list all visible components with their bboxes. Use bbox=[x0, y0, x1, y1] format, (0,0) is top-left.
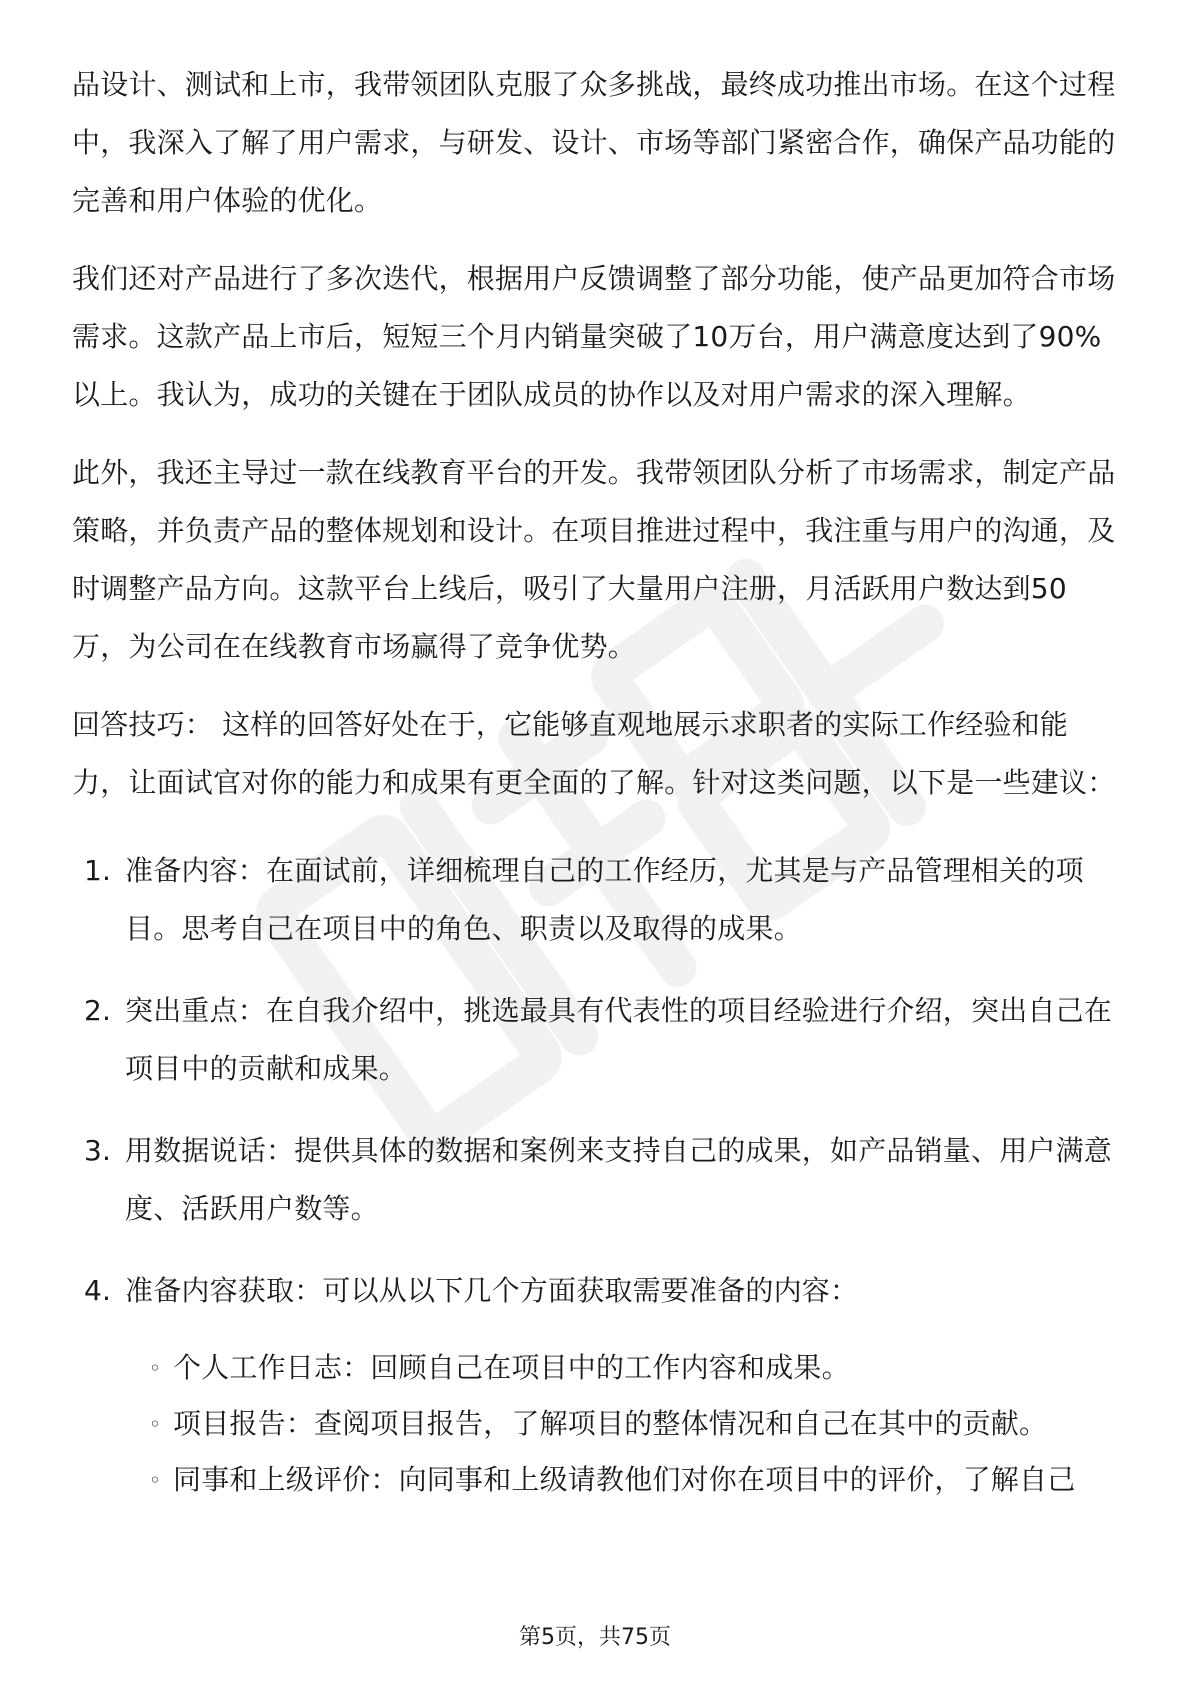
bullet-item bbox=[125, 1340, 1122, 1396]
list-text: 准备内容：在面试前，详细梳理自己的工作经历，尤其是与产品管理相关的项目。思考自己在项目中的角色、职责以及取得的成果。 bbox=[125, 854, 1084, 945]
bullet-circle-icon: ◦ bbox=[149, 1356, 161, 1380]
bullet-circle-icon: ◦ bbox=[149, 1468, 161, 1492]
answer-tip: 回答技巧： 这样的回答好处在于，它能够直观地展示求职者的实际工作经验和能力，让面试官对你的能力和成果有更全面的了解。针对这类问题，以下是一些建议： bbox=[72, 708, 1116, 799]
paragraph-1: 品设计、测试和上市，我带领团队克服了众多挑战，最终成功推出市场。在这个过程中，我深入了解了用户需求，与研发、设计、市场等部门紧密合作，确保产品功能的完善和用户体验的优化。 bbox=[72, 68, 1116, 217]
page-footer: 第5页，共75页 bbox=[519, 1625, 671, 1650]
list-text: 突出重点：在自我介绍中，挑选最具有代表性的项目经验进行介绍，突出自己在项目中的贡献和成果。 bbox=[125, 994, 1113, 1085]
bullet-text: 同事和上级评价：向同事和上级请教他们对你在项目中的评价，了解自己 bbox=[173, 1463, 1076, 1496]
list-item bbox=[72, 842, 1122, 958]
bullet-text: 个人工作日志：回顾自己在项目中的工作内容和成果。 bbox=[173, 1351, 850, 1384]
bullet-text: 项目报告：查阅项目报告，了解项目的整体情况和自己在其中的贡献。 bbox=[173, 1407, 1048, 1440]
list-item bbox=[72, 1122, 1122, 1238]
bullet-circle-icon: ◦ bbox=[149, 1412, 161, 1436]
list-number: 1. bbox=[84, 854, 112, 887]
numbered-list bbox=[72, 842, 1122, 1508]
list-number: 4. bbox=[84, 1274, 112, 1307]
list-item bbox=[72, 982, 1122, 1098]
list-number: 3. bbox=[84, 1134, 112, 1167]
list-item bbox=[72, 1262, 1122, 1508]
document-body bbox=[72, 56, 1122, 1532]
paragraph-3: 此外，我还主导过一款在线教育平台的开发。我带领团队分析了市场需求，制定产品策略，并负责产品的整体规划和设计。在项目推进过程中，我注重与用户的沟通，及时调整产品方向。这款平台上线后，吸引了大量用户注册，月活跃用户数达到50万，为公司在在线教育市场赢得了竞争优势。 bbox=[72, 456, 1116, 663]
list-text: 准备内容获取：可以从以下几个方面获取需要准备的内容： bbox=[125, 1274, 859, 1307]
list-text: 用数据说话：提供具体的数据和案例来支持自己的成果，如产品销量、用户满意度、活跃用户数等。 bbox=[125, 1134, 1113, 1225]
list-number: 2. bbox=[84, 994, 112, 1027]
paragraph-2: 我们还对产品进行了多次迭代，根据用户反馈调整了部分功能，使产品更加符合市场需求。这款产品上市后，短短三个月内销量突破了10万台，用户满意度达到了90%以上。我认为，成功的关键在于团队成员的协作以及对用户需求的深入理解。 bbox=[72, 262, 1116, 411]
bullet-item bbox=[125, 1396, 1122, 1452]
bullet-list bbox=[125, 1340, 1122, 1508]
bullet-item bbox=[125, 1452, 1122, 1508]
